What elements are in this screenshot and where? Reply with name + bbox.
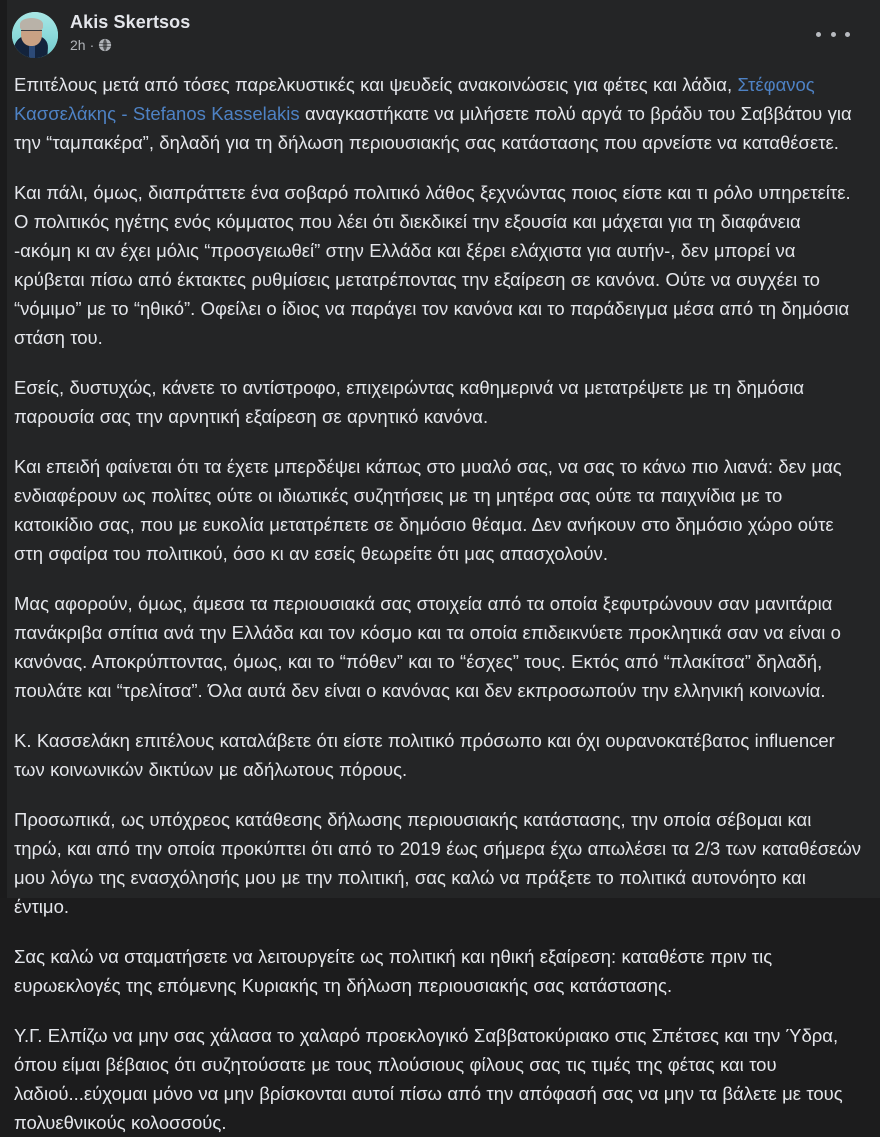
post-header — [0, 0, 880, 64]
profile-mention-link[interactable]: Στέφανος Κασσελάκης - Stefanos Kasselakis — [14, 74, 815, 124]
more-options-dot — [845, 32, 850, 37]
paragraph-text-before-link: Επιτέλους μετά από τόσες παρελκυστικές και ψευδείς ανακοινώσεις για φέτες και λάδια, — [14, 74, 738, 95]
post-paragraph — [14, 70, 862, 157]
post-body — [0, 64, 880, 1137]
avatar-photo — [12, 12, 58, 58]
avatar-tie — [29, 44, 35, 58]
post-paragraph: Προσωπικά, ως υπόχρεος κατάθεσης δήλωσης περιουσιακής κατάστασης, την οποία σέβομαι και τηρώ, και από την οποία προκύπτει ότι από το 2019 έως σήμερα έχω απωλέσει τα 2/3 των καταθέσεών μου λόγω της ενασχόλησής μου με την πολιτική, σας καλώ να πράξετε το πολιτικά αυτονόητο και έντιμο. — [14, 809, 862, 917]
more-options-button[interactable] — [816, 24, 850, 44]
post-paragraph: Κ. Κασσελάκη επιτέλους καταλάβετε ότι είστε πολιτικό πρόσωπο και όχι ουρανοκατέβατος influencer των κοινωνικών δικτύων με αδήλωτους πόρους. — [14, 730, 835, 780]
post-paragraph: Εσείς, δυστυχώς, κάνετε το αντίστροφο, επιχειρώντας καθημερινά να μετατρέψετε με τη δημόσια παρουσία σας την αρνητική εξαίρεση σε αρνητικό κανόνα. — [14, 377, 805, 427]
author-name[interactable]: Akis Skertsos — [70, 12, 191, 32]
left-edge-gutter — [0, 0, 7, 898]
avatar[interactable] — [12, 12, 58, 58]
paragraph-text-after-link: αναγκαστήκατε να μιλήσετε πολύ αργά το βράδυ του Σαββάτου για την “ταμπακέρα”, δηλαδή για τη δήλωση περιουσιακής σας κατάστασης που αρνείστε να καταθέσετε. — [14, 103, 852, 153]
meta-separator: · — [89, 37, 95, 53]
post-header-text — [70, 10, 190, 54]
post-paragraph: Μας αφορούν, όμως, άμεσα τα περιουσιακά σας στοιχεία από τα οποία ξεφυτρώνουν σαν μανιτάρια πανάκριβα σπίτια ανά την Ελλάδα και τον κόσμο και τα οποία επιδεικνύετε προκλητικά σαν να είναι ο κανόνας. Αποκρύπτοντας, όμως, και το “πόθεν” και το “έσχες” τους. Εκτός από “πλακίτσα” δηλαδή, πουλάτε και “τρελίτσα”. Όλα αυτά δεν είναι ο κανόνας και δεν εκπροσωπούν την ελληνική κοινωνία. — [14, 593, 841, 701]
more-options-dot — [831, 32, 836, 37]
globe-icon[interactable] — [98, 38, 112, 52]
avatar-hair — [20, 18, 43, 30]
post-paragraph: Υ.Γ. Ελπίζω να μην σας χάλασα το χαλαρό προεκλογικό Σαββατοκύριακο στις Σπέτσες και την Ύδρα, όπου είμαι βέβαιος ότι συζητούσατε με τους πλούσιους φίλους σας τις τιμές της φέτας και του λαδιού...εύχομαι μόνο να μην βρίσκονται αυτοί πίσω από την απόφασή σας να μην τα βάλετε με τους πολυεθνικούς κολοσσούς. — [14, 1025, 843, 1133]
post-paragraph: Σας καλώ να σταματήσετε να λειτουργείτε ως πολιτική και ηθική εξαίρεση: καταθέστε πριν τις ευρωεκλογές της επόμενης Κυριακής τη δήλωση περιουσιακής σας κατάστασης. — [14, 946, 773, 996]
post-paragraph: Και επειδή φαίνεται ότι τα έχετε μπερδέψει κάπως στο μυαλό σας, να σας το κάνω πιο λιανά: δεν μας ενδιαφέρουν ως πολίτες ούτε οι ιδιωτικές συζητήσεις με τη μητέρα σας ούτε τα παιχνίδια με το κατοικίδιο σας, που με ευκολία μετατρέπετε σε δημόσιο θέαμα. Δεν ανήκουν στο δημόσιο χώρο ούτε στη σφαίρα του πολιτικού, όσο κι αν εσείς θεωρείτε ότι μας απασχολούν. — [14, 456, 842, 564]
post-meta — [70, 36, 190, 54]
more-options-dot — [816, 32, 821, 37]
post-paragraph: Και πάλι, όμως, διαπράττετε ένα σοβαρό πολιτικό λάθος ξεχνώντας ποιος είστε και τι ρόλο υπηρετείτε. Ο πολιτικός ηγέτης ενός κόμματος που λέει ότι διεκδικεί την εξουσία και μάχεται για τη διαφάνεια -ακόμη κι αν έχει μόλις “προσγειωθεί” στην Ελλάδα και ξέρει ελάχιστα για αυτήν-, δεν μπορεί να κρύβεται πίσω από έκτακτες ρυθμίσεις μετατρέποντας την εξαίρεση σε κανόνα. Ούτε να συγχέει το “νόμιμο” με το “ηθικό”. Οφείλει ο ίδιος να παράγει τον κανόνα και το παράδειγμα μέσα από τη δημόσια στάση του. — [14, 182, 851, 348]
avatar-glasses — [21, 30, 42, 35]
post-timestamp[interactable]: 2h — [70, 37, 86, 53]
